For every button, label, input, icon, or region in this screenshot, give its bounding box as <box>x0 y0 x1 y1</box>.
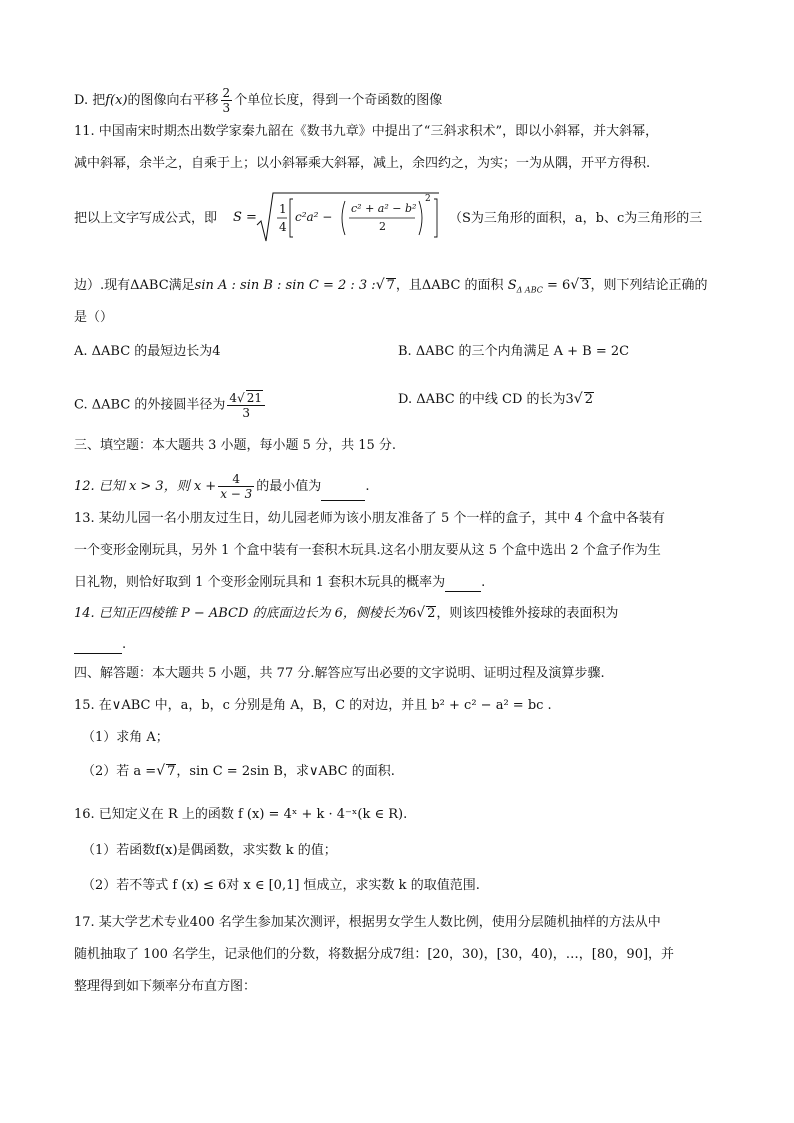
q15-part1: （1）求角 A； <box>82 730 169 745</box>
q11-optc-num <box>227 390 265 406</box>
q11-optc-fraction <box>227 390 265 420</box>
q11-optc-pre: C. ΔABC 的外接圆半径为 <box>74 397 226 413</box>
q15-part2-pre: （2）若 a = <box>82 764 157 779</box>
q12-pre: 12. 已知 x > 3，则 x + <box>74 479 217 494</box>
q17-line3: 整理得到如下频率分布直方图： <box>74 979 257 994</box>
sqrt-icon: √ <box>237 391 245 405</box>
q12-end: . <box>365 479 370 494</box>
q17-line1: 17. 某大学艺术专业400 名学生参加某次测评，根据男女学生人数比例，使用分层随机抽样的方法从中 <box>74 915 661 930</box>
q14-end: . <box>122 637 127 652</box>
formula-inner-num: c² + a² − b² <box>351 202 417 215</box>
formula-term1: c²a² − <box>295 210 333 224</box>
q11-optc-sqrt: 21 <box>246 391 262 405</box>
three-slopes-formula <box>233 191 441 245</box>
q11-area-s: S <box>507 278 517 293</box>
q11-optd-val: 3 <box>565 392 574 407</box>
q13-line1: 13. 某幼儿园一名小朋友过生日，幼儿园老师为该小朋友准备了 5 个一样的盒子，其中 4 个盒中各装有 <box>74 511 665 526</box>
q11-option-a: A. ΔABC 的最短边长为4 <box>74 344 221 359</box>
formula-quarter-num: 1 <box>279 202 287 216</box>
q16-line1: 16. 已知定义在 R 上的函数 f (x) = 4ˣ + k · 4⁻ˣ(k ∈ R). <box>74 807 408 822</box>
q10d-label: D. 把 <box>74 93 106 108</box>
section-4-heading: 四、解答题：本大题共 5 小题，共 77 分.解答应写出必要的文字说明、证明过程及演算步骤. <box>74 666 605 681</box>
q13-answer-blank[interactable] <box>445 591 481 592</box>
section-3-heading: 三、填空题：本大题共 3 小题，每小题 5 分，共 15 分. <box>74 438 397 453</box>
q11-line3-pre: 把以上文字写成公式，即 <box>74 211 218 226</box>
q11-area-sub: Δ ABC <box>516 285 543 295</box>
q11-line4 <box>74 276 708 300</box>
q11-line5: 是（） <box>74 310 114 325</box>
q13-line3-end: . <box>481 575 486 590</box>
q11-line3-post: （S为三角形的面积，a，b、c为三角形的三 <box>449 211 703 226</box>
formula-radical <box>233 191 441 245</box>
q17-line2: 随机抽取了 100 名学生，记录他们的分数，将数据分成7组：[20，30)，[30，40)，…，[80，90]，并 <box>74 947 675 962</box>
q14-line1 <box>74 604 618 623</box>
q11-option-d <box>398 390 594 409</box>
q11-area-sqrt: 3 <box>581 278 590 293</box>
sqrt-icon: √ <box>573 391 583 407</box>
q12-answer-blank[interactable] <box>321 500 365 501</box>
sqrt-icon: √ <box>416 605 426 621</box>
q11-ratio: sin A : sin B : sin C = 2 : 3 : <box>194 278 376 293</box>
q10-option-d <box>74 86 442 115</box>
q10d-fraction <box>221 86 233 115</box>
q11-line4-pre: 边）.现有ΔABC满足 <box>74 278 195 293</box>
q11-ratio-sqrt: 7 <box>386 278 395 293</box>
q10d-frac-num: 2 <box>222 86 231 100</box>
sqrt-icon: √ <box>375 277 385 293</box>
q11-option-c <box>74 390 267 420</box>
q11-line2: 减中斜幂，余半之，自乘于上；以小斜幂乘大斜幂，减上，余四约之，为实；一为从隅，开平方得积. <box>74 156 651 171</box>
q15-part2-post: ，sin C = 2sin B，求∨ABC 的面积. <box>176 764 395 779</box>
q12-num: 4 <box>218 472 254 487</box>
q11-optd-sqrt: 2 <box>584 392 593 407</box>
formula-quarter-den: 4 <box>279 220 287 234</box>
q14-line2 <box>74 636 126 654</box>
q11-line4-mid: ，且ΔABC 的面积 <box>395 278 504 293</box>
q12-den: x − 3 <box>220 487 253 501</box>
q11-option-b: B. ΔABC 的三个内角满足 A + B = 2C <box>398 344 630 359</box>
q11-area-eq: = 6 <box>547 278 571 293</box>
q12 <box>74 472 369 501</box>
q11-optc-den: 3 <box>242 406 251 420</box>
q14-pre: 14. 已知正四棱锥 P − ABCD 的底面边长为 6，侧棱长为 <box>74 606 408 621</box>
q10d-fx: f(x) <box>105 93 128 108</box>
q16-part2: （2）若不等式 f (x) ≤ 6对 x ∈ [0,1] 恒成立，求实数 k 的取值范围. <box>82 878 480 893</box>
q16-part1: （1）若函数f(x)是偶函数，求实数 k 的值； <box>82 843 337 858</box>
q12-post: 的最小值为 <box>256 479 322 494</box>
q10d-pre: 的图像向右平移 <box>127 93 219 108</box>
sqrt-icon: √ <box>570 277 580 293</box>
formula-inner-den: 2 <box>379 220 386 233</box>
sqrt-icon: √ <box>156 763 166 779</box>
q13-line3-text: 日礼物，则恰好取到 1 个变形金刚玩具和 1 套积木玩具的概率为 <box>74 575 446 590</box>
q14-sqrt: 2 <box>427 606 436 621</box>
q13-line3 <box>74 574 485 592</box>
q15-line1: 15. 在∨ABC 中，a，b，c 分别是角 A，B，C 的对边，并且 b² + c² − a² = bc . <box>74 698 552 713</box>
q10d-post: 个单位长度，得到一个奇函数的图像 <box>234 93 443 108</box>
q15-part2-sqrt: 7 <box>167 764 176 779</box>
formula-exp: 2 <box>425 194 431 204</box>
q14-val: 6 <box>407 606 417 621</box>
q11-line1: 11. 中国南宋时期杰出数学家秦九韶在《数书九章》中提出了“三斜求积术”，即以小斜幂，并大斜幂， <box>74 124 659 139</box>
q13-line2: 一个变形金刚玩具，另外 1 个盒中装有一套积木玩具.这名小朋友要从这 5 个盒中选出 2 个盒子作为生 <box>74 543 661 558</box>
q14-answer-blank[interactable] <box>74 653 122 654</box>
q14-post: ，则该四棱锥外接球的表面积为 <box>436 606 619 621</box>
q15-part2 <box>82 762 395 781</box>
q11-optc-num-a: 4 <box>229 391 238 405</box>
formula-s: S = <box>233 210 257 225</box>
q12-fraction <box>218 472 254 501</box>
q10d-frac-den: 3 <box>222 101 231 115</box>
q11-line4-post: ，则下列结论正确的 <box>590 278 708 293</box>
q11-optd-pre: D. ΔABC 的中线 CD 的长为 <box>398 392 566 407</box>
